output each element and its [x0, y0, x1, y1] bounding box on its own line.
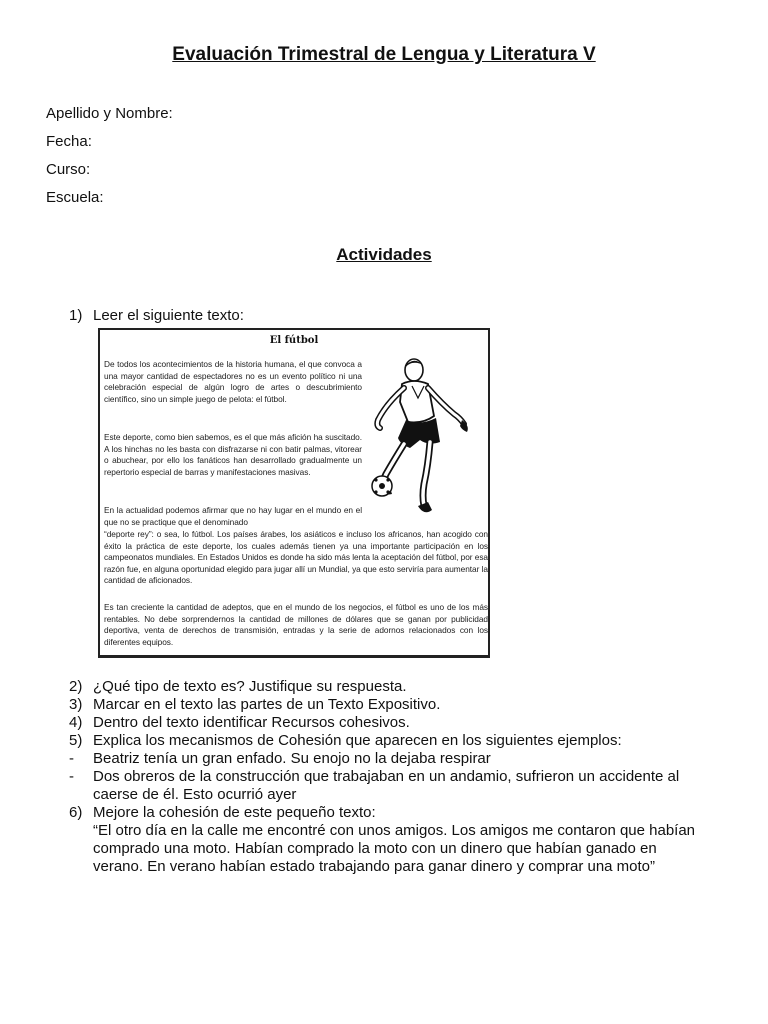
example-2-line-1: Dos obreros de la construcción que trabajaban en un andamio, sufrieron un accidente al [93, 768, 680, 785]
question-2-text: ¿Qué tipo de texto es? Justifique su respuesta. [93, 678, 407, 695]
activities-heading: Actividades [336, 245, 432, 264]
question-3-number: 3) [69, 696, 83, 713]
question-6-text: Mejore la cohesión de este pequeño texto: [93, 804, 376, 821]
name-field-label: Apellido y Nombre: [46, 105, 173, 122]
example-2-dash: - [69, 768, 74, 785]
question-4-number: 4) [69, 714, 83, 731]
question-6-quote-line-2: comprado una moto. Habían comprado la moto con un dinero que habían ganado en [93, 840, 657, 857]
example-1-text: Beatriz tenía un gran enfado. Su enojo no la dejaba respirar [93, 750, 491, 767]
school-field-label: Escuela: [46, 189, 104, 206]
question-5-text: Explica los mecanismos de Cohesión que aparecen en los siguientes ejemplos: [93, 732, 622, 749]
example-1-dash: - [69, 750, 74, 767]
question-5-number: 5) [69, 732, 83, 749]
reading-title: El fútbol [269, 335, 319, 346]
question-2-number: 2) [69, 678, 83, 695]
reading-text-image [98, 328, 490, 658]
reading-paragraph-2: Este deporte, como bien sabemos, es el que más afición ha suscitado. A los hinchas no les basta con disfrazarse ni con batir palmas, vitorear o abuchear, por ello los fanáticos han desarrollado gradualmente un repertorio especial de barras y manifestaciones masivas. [104, 432, 362, 477]
reading-paragraph-3a: En la actualidad podemos afirmar que no hay lugar en el mundo en el que no se practique que el denominado [104, 505, 362, 527]
date-field-label: Fecha: [46, 133, 92, 150]
question-6-quote-line-3: verano. En verano habían estado trabajando para ganar dinero y comprar una moto” [93, 858, 656, 875]
reading-paragraph-3b: “deporte rey”: o sea, lo fútbol. Los países árabes, los asiáticos e incluso los africanos, han acogido con éxito la práctica de este deporte, los cuales además tienen ya una importante participación en los campeonatos mundiales. En Estados Unidos es donde ha sido más lenta la aceptación del fútbol, por esa razón fue, en alguna oportunidad elegido para jugar allí un Mundial, ya que esto serviría para aumentar la cantidad de aficionados. [104, 529, 488, 586]
example-2-line-2: caerse de él. Esto ocurrió ayer [93, 786, 297, 803]
reading-paragraph-4: Es tan creciente la cantidad de adeptos, que en el mundo de los negocios, el fútbol es uno de los más rentables. No debe sorprendernos la cantidad de millones de dólares que se ganan por publicidad deportiva, venta de derechos de transmisión, entradas y la serie de adornos relacionados con los diferentes equipos. [104, 602, 488, 647]
page-title: Evaluación Trimestral de Lengua y Literatura V [172, 44, 596, 65]
football-player-illustration [368, 356, 480, 526]
course-field-label: Curso: [46, 161, 91, 178]
question-6-quote-line-1: “El otro día en la calle me encontré con unos amigos. Los amigos me contaron que habían [93, 822, 696, 839]
reading-paragraph-1: De todos los acontecimientos de la historia humana, el que convoca a una mayor cantidad de espectadores no es un evento político ni una celebración especial de algún logro de artes o descubrimiento científico, sino un simple juego de pelota: el fútbol. [104, 359, 362, 404]
question-1-number: 1) [69, 307, 83, 324]
question-1-text: Leer el siguiente texto: [93, 307, 244, 324]
question-6-number: 6) [69, 804, 83, 821]
question-4-text: Dentro del texto identificar Recursos cohesivos. [93, 714, 410, 731]
question-3-text: Marcar en el texto las partes de un Texto Expositivo. [93, 696, 441, 713]
